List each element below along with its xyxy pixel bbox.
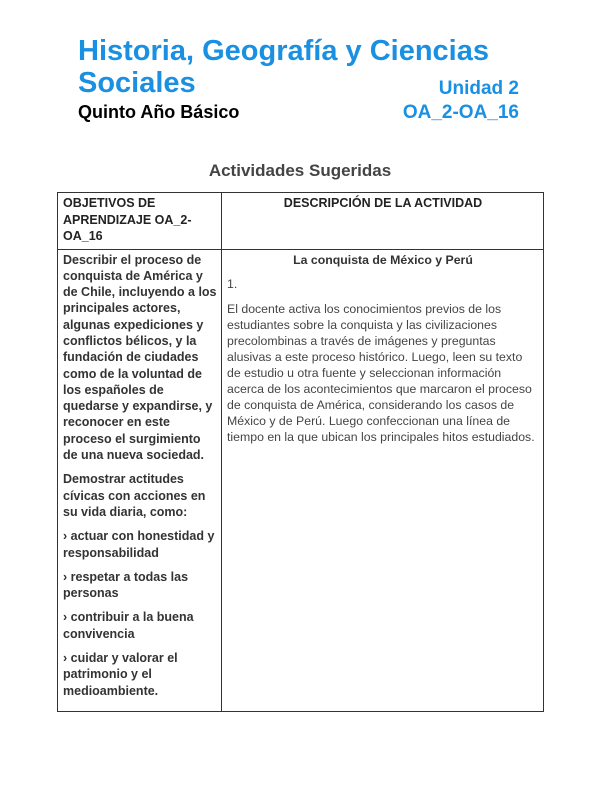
activity-cell <box>222 249 544 711</box>
activity-title: La conquista de México y Perú <box>293 252 473 267</box>
subject-title: Historia, Geografía y Ciencias <box>78 35 489 67</box>
attitude-item: › cuidar y valorar el patrimonio y el medioambiente. <box>63 651 178 698</box>
attitude-intro: Demostrar actitudes cívicas con acciones en su vida diaria, como: <box>63 472 206 519</box>
header-description: DESCRIPCIÓN DE LA ACTIVIDAD <box>222 193 544 250</box>
activities-table <box>57 192 544 712</box>
table-row <box>58 249 544 711</box>
header-objectives: OBJETIVOS DE APRENDIZAJE OA_2-OA_16 <box>58 193 222 250</box>
table-header-row <box>58 193 544 250</box>
subject-title-continued: Sociales <box>78 67 196 99</box>
attitude-item: › contribuir a la buena convivencia <box>63 610 194 641</box>
section-title: Actividades Sugeridas <box>208 161 392 180</box>
unit-label: Unidad 2 <box>438 78 519 99</box>
grade-label: Quinto Año Básico <box>78 102 240 122</box>
oa-range: OA_2-OA_16 <box>402 102 519 123</box>
objectives-cell <box>58 249 222 711</box>
objective-text: Describir el proceso de conquista de América y de Chile, incluyendo a los principales actores, algunas expediciones y conflictos bélicos, y la fundación de ciudades como de la voluntad de los españoles de quedarse y expandirse, y reconocer en este proceso el surgimiento de una nueva sociedad. <box>63 252 217 463</box>
attitude-item: › respetar a todas las personas <box>63 569 189 601</box>
activity-number: 1. <box>227 276 238 291</box>
activity-description: El docente activa los conocimientos previos de los estudiantes sobre la conquista y las civilizaciones precolombinas a través de imágenes y preguntas alusivas a este proceso histórico. Luego, leen su texto de estudio u otra fuente y seleccionan información acerca de los acontecimientos que marcaron el proceso de conquista de América, considerando los casos de México y de Perú. Luego confeccionan una línea de tiempo en la que ubican los principales hitos estudiados. <box>227 301 535 444</box>
attitude-item: › actuar con honestidad y responsabilidad <box>63 529 215 560</box>
